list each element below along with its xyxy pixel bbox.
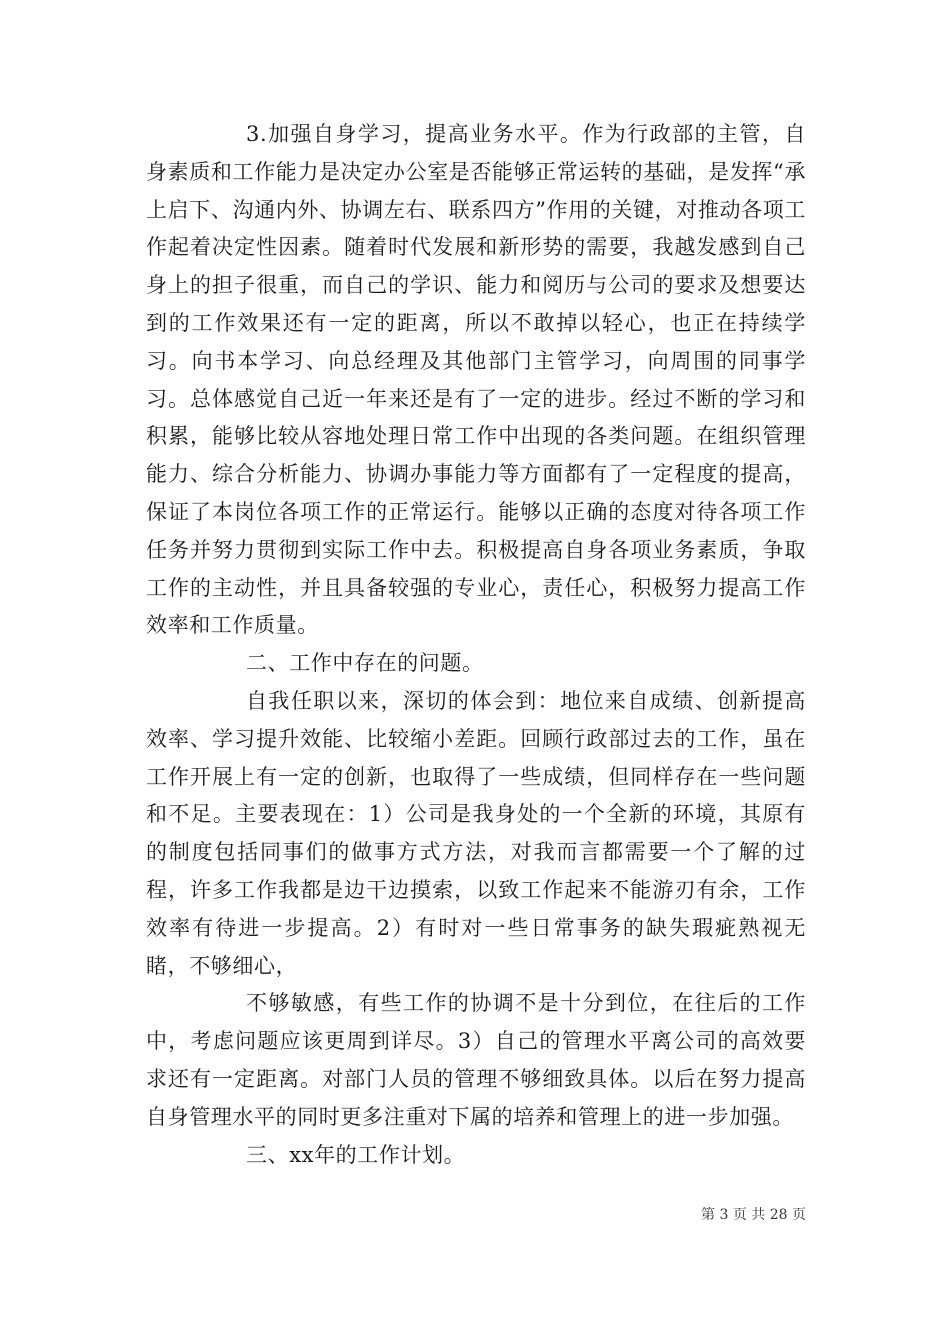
section-heading-problems: 二、工作中存在的问题。 <box>246 651 484 676</box>
page-number: 第 3 页 共 28 页 <box>701 1207 806 1223</box>
paragraph-self-study: 3.加强自身学习，提高业务水平。作为行政部的主管，自身素质和工作能力是决定办公室是否能够正常运转的基础，是发挥“承上启下、沟通内外、协调左右、联系四方”作用的关键，对推动各项工作起着决定性因素。随着时代发展和新形势的需要，我越发感到自己身上的担子很重，而自己的学识、能力和阅历与公司的要求及想要达到的工作效果还有一定的距离，所以不敢掉以轻心，也正在持续学习。向书本学习、向总经理及其他部门主管学习，向周围的同事学习。总体感觉自己近一年来还是有了一定的进步。经过不断的学习和积累，能够比较从容地处理日常工作中出现的各类问题。在组织管理能力、综合分析能力、协调办事能力等方面都有了一定程度的提高，保证了本岗位各项工作的正常运行。能够以正确的态度对待各项工作任务并努力贯彻到实际工作中去。积极提高自身各项业务素质，争取工作的主动性，并且具备较强的专业心，责任心，积极努力提高工作效率和工作质量。 <box>146 122 806 638</box>
paragraph-problems-continued: 不够敏感，有些工作的协调不是十分到位，在往后的工作中，考虑问题应该更周到详尽。3）自己的管理水平离公司的高效要求还有一定距离。对部门人员的管理不够细致具体。以后在努力提高自身管理水平的同时更多注重对下属的培养和管理上的进一步加强。 <box>146 991 806 1129</box>
paragraph-problems: 自我任职以来，深切的体会到：地位来自成绩、创新提高效率、学习提升效能、比较缩小差距。回顾行政部过去的工作，虽在工作开展上有一定的创新，也取得了一些成绩，但同样存在一些问题和不足。主要表现在：1）公司是我身处的一个全新的环境，其原有的制度包括同事们的做事方式方法，对我而言都需要一个了解的过程，许多工作我都是边干边摸索，以致工作起来不能游刃有余，工作效率有待进一步提高。2）有时对一些日常事务的缺失瑕疵熟视无睹，不够细心， <box>146 688 806 978</box>
document-body <box>146 116 806 1174</box>
section-heading-plan: 三、xx年的工作计划。 <box>246 1142 466 1167</box>
